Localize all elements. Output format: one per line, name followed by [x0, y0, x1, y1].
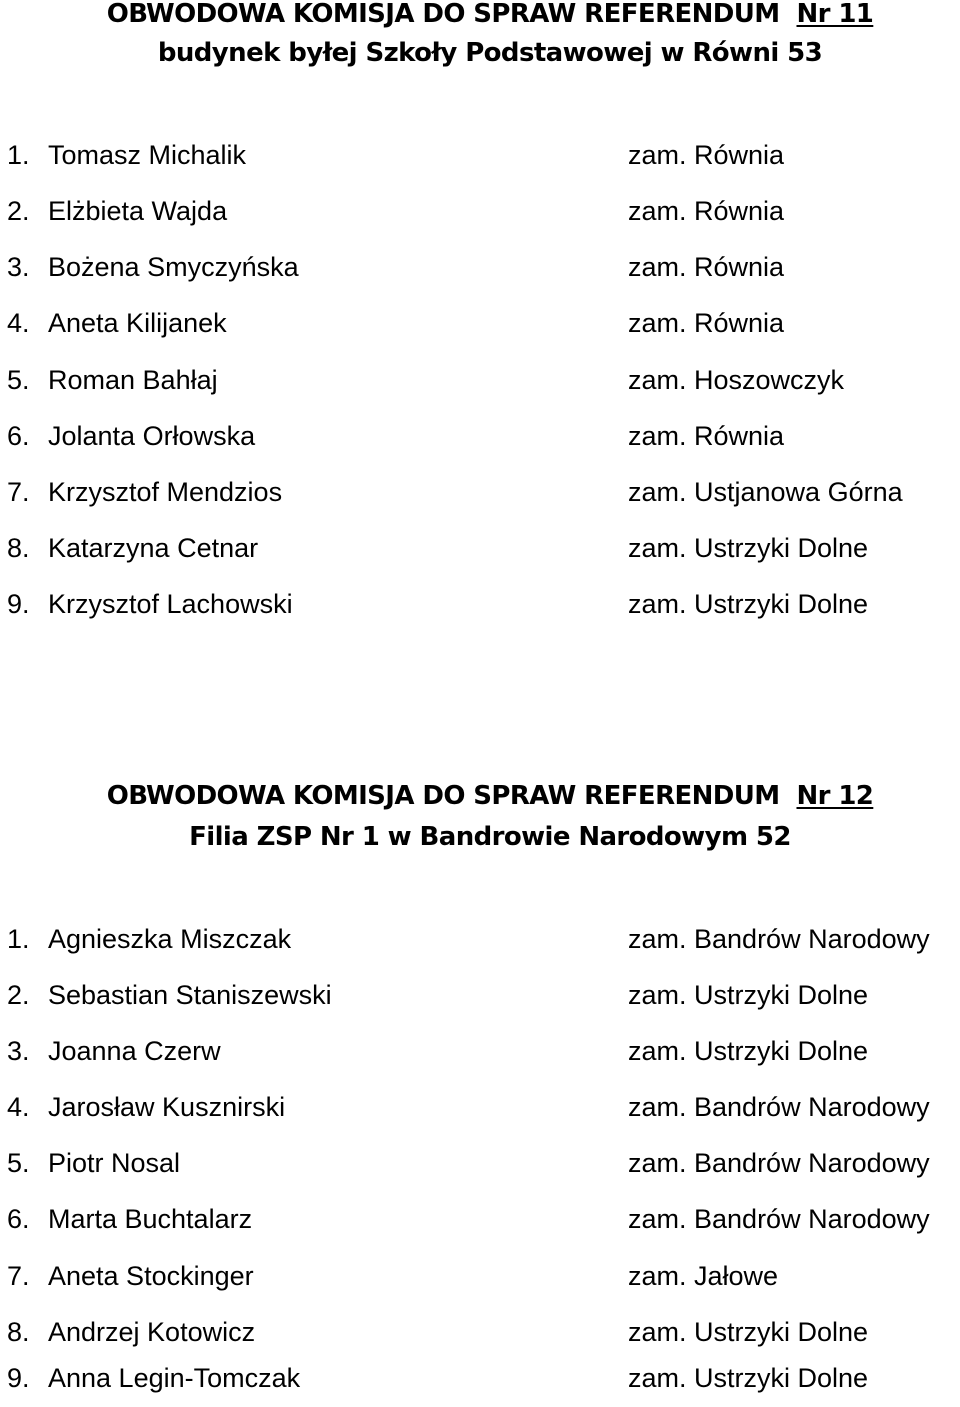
member-number: 4. — [7, 1092, 30, 1122]
commission-number: Nr 12 — [796, 781, 874, 811]
member-name: Bożena Smyczyńska — [48, 252, 299, 282]
member-row — [0, 1191, 960, 1247]
member-name: Andrzej Kotowicz — [48, 1317, 256, 1347]
commission-title: OBWODOWA KOMISJA DO SPRAW REFERENDUM Nr 12 — [106, 781, 874, 811]
member-row — [0, 1079, 960, 1135]
member-number: 9. — [7, 1363, 30, 1393]
member-row — [0, 352, 960, 408]
member-row — [0, 127, 960, 183]
member-address: zam. Ustrzyki Dolne — [628, 533, 869, 563]
member-row — [0, 239, 960, 295]
member-name: Aneta Stockinger — [48, 1261, 254, 1291]
member-row — [0, 464, 960, 520]
member-address: zam. Równia — [628, 308, 785, 338]
member-address: zam. Równia — [628, 196, 785, 226]
member-address: zam. Bandrów Narodowy — [628, 1148, 930, 1178]
member-address: zam. Ustjanowa Górna — [628, 477, 903, 507]
member-number: 5. — [7, 1148, 30, 1178]
member-name: Elżbieta Wajda — [48, 196, 228, 226]
member-number: 9. — [7, 589, 30, 619]
member-number: 1. — [7, 924, 30, 954]
member-name: Piotr Nosal — [48, 1148, 181, 1178]
member-number: 2. — [7, 196, 30, 226]
member-address: zam. Równia — [628, 421, 785, 451]
member-number: 8. — [7, 533, 30, 563]
member-row — [0, 967, 960, 1023]
member-name: Marta Buchtalarz — [48, 1204, 253, 1234]
member-name: Joanna Czerw — [48, 1036, 221, 1066]
member-address: zam. Bandrów Narodowy — [628, 1204, 930, 1234]
member-address: zam. Ustrzyki Dolne — [628, 980, 869, 1010]
member-number: 3. — [7, 252, 30, 282]
member-row — [0, 1248, 960, 1304]
member-number: 7. — [7, 1261, 30, 1291]
member-address: zam. Bandrów Narodowy — [628, 924, 930, 954]
member-row — [0, 911, 960, 967]
member-name: Katarzyna Cetnar — [48, 533, 259, 563]
member-number: 7. — [7, 477, 30, 507]
member-address: zam. Równia — [628, 252, 785, 282]
member-address: zam. Równia — [628, 140, 785, 170]
member-name: Jolanta Orłowska — [48, 421, 256, 451]
member-name: Roman Bahłaj — [48, 365, 218, 395]
member-row — [0, 183, 960, 239]
commission-location: budynek byłej Szkoły Podstawowej w Równi 53 — [157, 38, 823, 68]
member-address: zam. Ustrzyki Dolne — [628, 1036, 869, 1066]
member-address: zam. Jałowe — [628, 1261, 779, 1291]
member-address: zam. Bandrów Narodowy — [628, 1092, 930, 1122]
member-name: Sebastian Staniszewski — [48, 980, 332, 1010]
member-address: zam. Hoszowczyk — [628, 365, 845, 395]
commission-location: Filia ZSP Nr 1 w Bandrowie Narodowym 52 — [189, 822, 791, 852]
member-number: 4. — [7, 308, 30, 338]
member-name: Krzysztof Mendzios — [48, 477, 283, 507]
member-row — [0, 1350, 960, 1406]
member-row — [0, 520, 960, 576]
member-number: 6. — [7, 1204, 30, 1234]
commission-title: OBWODOWA KOMISJA DO SPRAW REFERENDUM Nr 11 — [106, 0, 874, 29]
member-address: zam. Ustrzyki Dolne — [628, 1317, 869, 1347]
member-name: Tomasz Michalik — [48, 140, 247, 170]
member-row — [0, 295, 960, 351]
member-name: Aneta Kilijanek — [48, 308, 227, 338]
member-name: Agnieszka Miszczak — [48, 924, 292, 954]
member-address: zam. Ustrzyki Dolne — [628, 589, 869, 619]
member-number: 8. — [7, 1317, 30, 1347]
member-row — [0, 408, 960, 464]
member-row — [0, 1135, 960, 1191]
member-number: 6. — [7, 421, 30, 451]
member-row — [0, 1023, 960, 1079]
member-name: Anna Legin-Tomczak — [48, 1363, 301, 1393]
member-address: zam. Ustrzyki Dolne — [628, 1363, 869, 1393]
member-row — [0, 576, 960, 632]
member-number: 5. — [7, 365, 30, 395]
member-number: 2. — [7, 980, 30, 1010]
member-number: 1. — [7, 140, 30, 170]
commission-number: Nr 11 — [796, 0, 874, 29]
member-name: Krzysztof Lachowski — [48, 589, 293, 619]
member-name: Jarosław Kusznirski — [48, 1092, 286, 1122]
member-number: 3. — [7, 1036, 30, 1066]
